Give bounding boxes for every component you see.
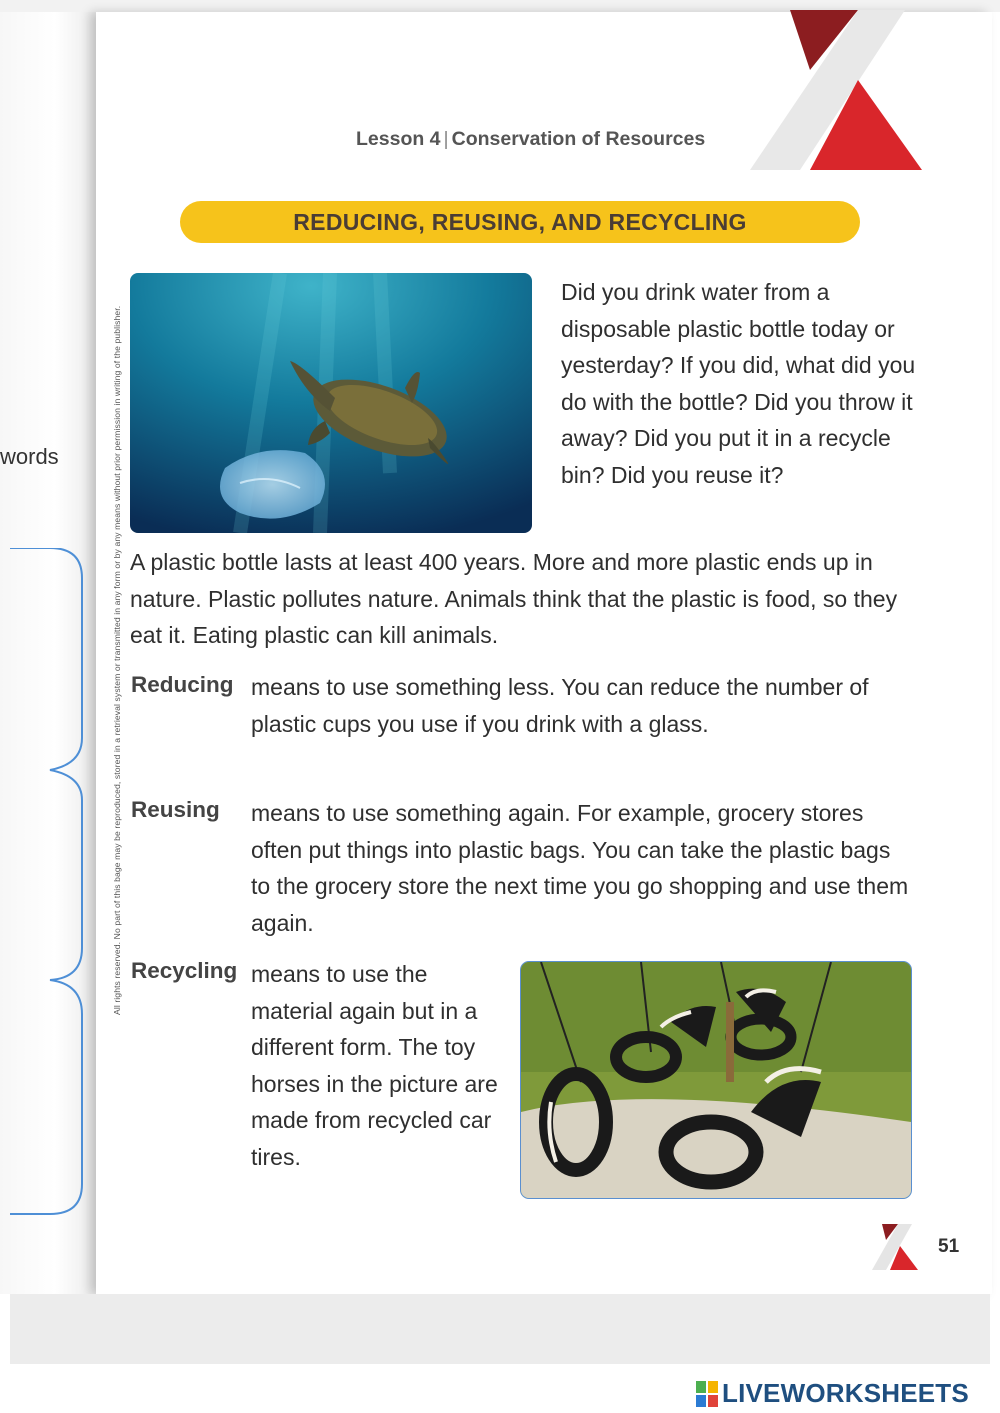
intro-paragraph: Did you drink water from a disposable plastic bottle today or yesterday? If you did, what did you do with the bottle? Did you throw it away? Did you put it in a recycle bin? Did you reuse it?: [561, 279, 916, 488]
scan-border-bottom: [10, 1294, 990, 1364]
decorative-x-icon: [740, 10, 930, 175]
watermark-text: LIVEWORKSHEETS: [722, 1378, 969, 1408]
term-recycling: Recycling: [131, 958, 238, 983]
page-number: 51: [938, 1236, 960, 1257]
definition-reducing: means to use something less. You can reduce the number of plastic cups you use if you drink with a glass.: [251, 674, 869, 737]
lesson-number: Lesson 4: [356, 128, 441, 150]
section-title-banner: [180, 201, 860, 243]
lesson-separator: |: [443, 128, 449, 150]
plastic-paragraph: A plastic bottle lasts at least 400 years. More and more plastic ends up in nature. Plastic pollutes nature. Animals think that the plastic is food, so they eat it. Eating plastic can kill animals.: [130, 549, 898, 648]
margin-word: words: [0, 444, 59, 469]
term-reducing: Reducing: [131, 672, 234, 697]
definition-recycling: means to use the material again but in a different form. The toy horses in the picture are made from recycled car tires.: [251, 961, 498, 1170]
sea-turtle-illustration: [130, 273, 532, 533]
sea-turtle-photo: [130, 273, 532, 533]
tire-horses-photo: [520, 961, 912, 1199]
page-corner-x-icon: [872, 1224, 922, 1272]
liveworksheets-logo-icon: [696, 1381, 718, 1407]
term-reusing: Reusing: [131, 797, 220, 822]
definition-reusing: means to use something again. For example, grocery stores often put things into plastic bags. You can take the plastic bags to the grocery store the next time you go shopping and use them again.: [251, 800, 909, 936]
tire-horses-illustration: [521, 962, 911, 1198]
margin-brace: [10, 548, 100, 1218]
liveworksheets-watermark: [696, 1378, 969, 1409]
lesson-header: [356, 128, 705, 151]
lesson-topic: Conservation of Resources: [451, 128, 706, 150]
section-title: REDUCING, REUSING, AND RECYCLING: [293, 208, 747, 235]
copyright-notice: All rights reserved. No part of this bage may be reproduced, stored in a retrieval system or transmitted in any form or by any means without prior permission in writing of the publisher.: [112, 305, 122, 1015]
